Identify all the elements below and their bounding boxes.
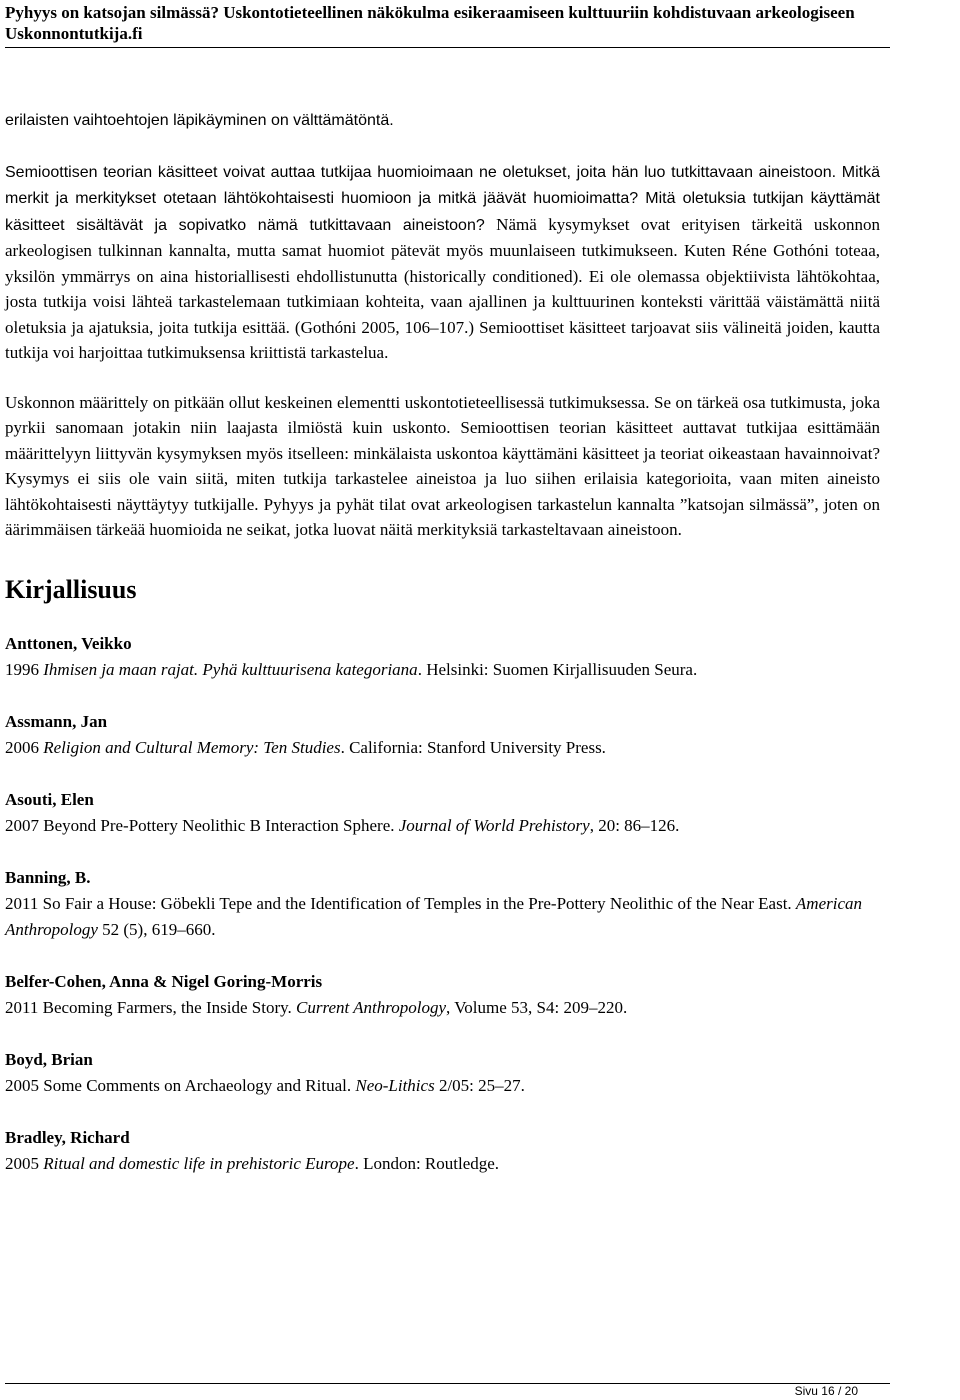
reference-text: [5, 813, 880, 839]
reference-pre: 2005 Some Comments on Archaeology and Ritual.: [5, 1075, 356, 1095]
paragraph-2-part-a: Semioottisen teorian käsitteet voivat auttaa tutkijaa huomioimaan ne oletukset, joita hän luo tutkittavaan aineistoon. Mitkä merkit ja merkitykset otetaan lähtökohtaisesti huomioon ja mitkä jäävät huomioimatta? Mitä oletuksia tutkijan käyttämät käsitteet sisältävät ja sopivatko nämä tutkittavaan aineistoon?: [5, 163, 880, 234]
reference-author: Assmann, Jan: [5, 711, 108, 731]
reference-item: [5, 1047, 880, 1099]
reference-text: [5, 891, 880, 943]
page-number: Sivu 16 / 20: [794, 1384, 858, 1398]
document-title: Pyhyys on katsojan silmässä? Uskontotieteellinen näkökulma esikeraamiseen kulttuuriin kohdistuvaan arkeologiseen: [5, 3, 855, 22]
paragraph-3: Uskonnon määrittely on pitkään ollut keskeinen elementti uskontotieteellisessä tutkimuksessa. Se on tärkeä osa tutkimusta, joka pyrkii sanomaan jotakin niin laajasta ilmiöstä kuin uskonto. Semioottisen teorian käsitteet auttavat tutkijaa esittämään määrittelyyn liittyvän kysymyksen myös itselleen: minkälaista uskontoa käyttämäni käsitteet ja teoriat oikeastaan havainnoivat? Kysymys ei siis ole vain siitä, miten tutkija tarkastelee aineistoa ja luo siihen erilaisia kategorioita, vaan miten aineisto lähtökohtaisesti näyttäytyy tutkijalle. Pyhyys ja pyhät tilat ovat arkeologisen tarkastelun kannalta ”katsojan silmässä”, joten on äärimmäisen tärkeää huomioida ne seikat, jotka luovat näitä merkityksiä tarkasteltavaan aineistoon.: [5, 392, 880, 539]
reference-pre: 2011 So Fair a House: Göbekli Tepe and the Identification of Temples in the Pre-Pottery Neolithic of the Near East.: [5, 893, 796, 913]
reference-title: Ritual and domestic life in prehistoric Europe: [43, 1153, 355, 1173]
footer-divider: [5, 1383, 890, 1384]
reference-post: , Volume 53, S4: 209–220.: [446, 997, 628, 1017]
reference-title: Neo-Lithics: [355, 1075, 435, 1095]
reference-text: [5, 1073, 880, 1099]
reference-author: Anttonen, Veikko: [5, 633, 132, 653]
reference-author: Asouti, Elen: [5, 789, 94, 809]
reference-post: 2/05: 25–27.: [434, 1075, 525, 1095]
page-header: [5, 2, 890, 44]
reference-post: , 20: 86–126.: [589, 815, 680, 835]
reference-author: Banning, B.: [5, 867, 91, 887]
main-content: [5, 108, 880, 1203]
paragraph-2-part-b: Nämä kysymykset ovat erityisen tärkeitä uskonnon arkeologisen tulkinnan kannalta, mutta samat huomiot pätevät myös muunlaiseen tutkimukseen. Kuten Réne Gothóni toteaa, yksilön ymmärrys on aina historiallisesti ehdollistunutta (historically conditioned). Ei ole olemassa objektiivista lähtökohtaa, josta tutkija voisi lähteä tarkastelemaan tutkimiaan kohteita, vaan ajallinen ja kulttuurinen konteksti värittää väistämättä niitä oletuksia ja ajatuksia, joita tutkija esittää. (Gothóni 2005, 106–107.) Semioottiset käsitteet tarjoavat siis välineitä joiden, kautta tutkija voi harjoittaa tutkimuksensa kriittistä tarkastelua.: [5, 214, 880, 362]
reference-item: [5, 969, 880, 1021]
reference-pre: 2005: [5, 1153, 44, 1173]
reference-item: [5, 1125, 880, 1177]
paragraph-1: erilaisten vaihtoehtojen läpikäyminen on välttämätöntä.: [5, 112, 394, 129]
reference-author: Boyd, Brian: [5, 1049, 93, 1069]
reference-post: 52 (5), 619–660.: [97, 919, 216, 939]
reference-post: . California: Stanford University Press.: [340, 737, 606, 757]
reference-title: American Anthropology: [5, 893, 863, 939]
reference-post: . Helsinki: Suomen Kirjallisuuden Seura.: [417, 659, 698, 679]
reference-pre: 2007 Beyond Pre-Pottery Neolithic B Interaction Sphere.: [5, 815, 399, 835]
reference-title: Journal of World Prehistory: [398, 815, 590, 835]
reference-text: [5, 735, 880, 761]
paragraph-2: [5, 159, 880, 366]
reference-text: [5, 995, 880, 1021]
reference-pre: 2006: [5, 737, 44, 757]
reference-title: Current Anthropology: [296, 997, 447, 1017]
reference-text: [5, 657, 880, 683]
reference-pre: 1996: [5, 659, 44, 679]
reference-item: [5, 865, 880, 943]
reference-post: . London: Routledge.: [354, 1153, 500, 1173]
reference-item: [5, 709, 880, 761]
reference-author: Belfer-Cohen, Anna & Nigel Goring-Morris: [5, 971, 323, 991]
section-heading-bibliography: Kirjallisuus: [5, 574, 137, 604]
reference-text: [5, 1151, 880, 1177]
reference-pre: 2011 Becoming Farmers, the Inside Story.: [5, 997, 297, 1017]
reference-item: [5, 787, 880, 839]
reference-list: [5, 631, 880, 1177]
reference-title: Religion and Cultural Memory: Ten Studies: [43, 737, 341, 757]
site-name: Uskonnontutkija.fi: [5, 24, 143, 43]
reference-item: [5, 631, 880, 683]
reference-author: Bradley, Richard: [5, 1127, 130, 1147]
reference-title: Ihmisen ja maan rajat. Pyhä kulttuurisena kategoriana: [43, 659, 418, 679]
header-divider: [5, 47, 890, 48]
